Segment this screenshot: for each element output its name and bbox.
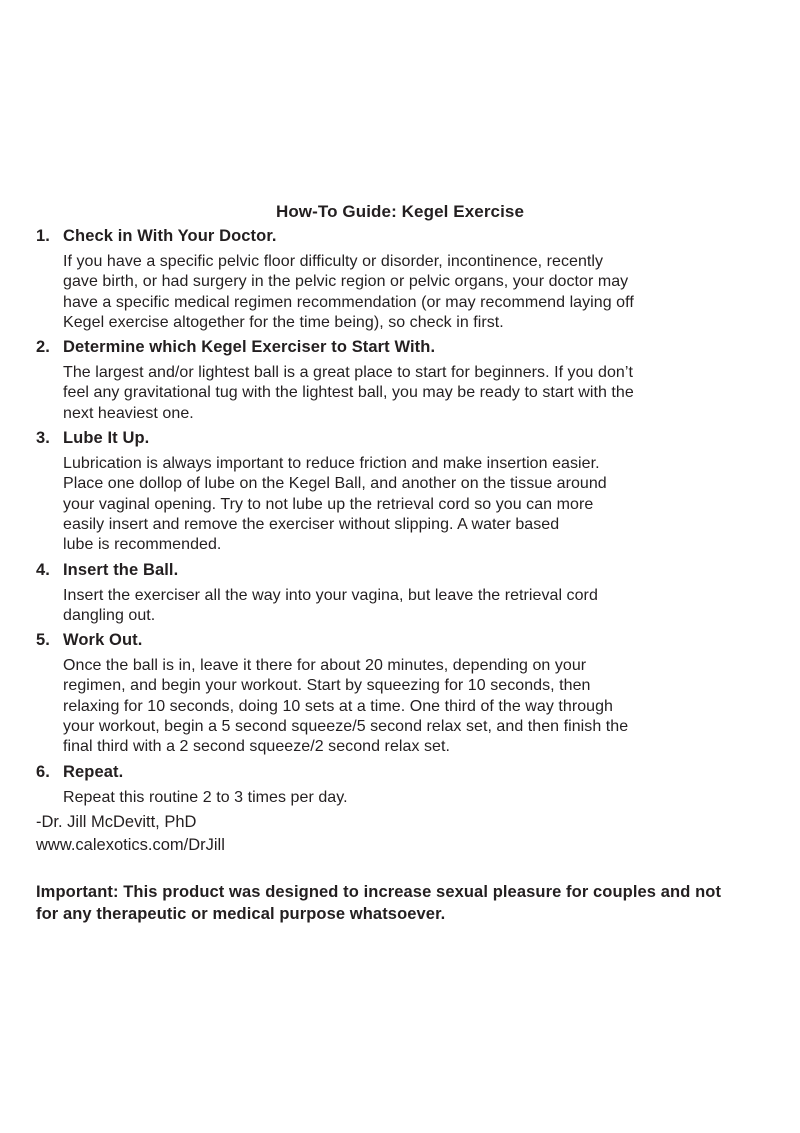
step-body-line: final third with a 2 second squeeze/2 second relax set. [63,738,450,756]
step-heading [36,630,750,650]
step-body-line: lube is recommended. [63,536,222,554]
step-body-line: Repeat this routine 2 to 3 times per day. [63,788,348,806]
author-block [36,811,750,857]
step-body [63,586,750,627]
step-body-line: Insert the exerciser all the way into your vagina, but leave the retrieval cord [63,586,598,604]
step-body-line: feel any gravitational tug with the lightest ball, you may be ready to start with the [63,384,634,402]
step-number: 3. [36,429,50,448]
step-body-line: Place one dollop of lube on the Kegel Ball, and another on the tissue around [63,475,607,493]
step-number: 1. [36,227,50,245]
page-title: How-To Guide: Kegel Exercise [275,202,525,221]
step-heading-text: Determine which Kegel Exerciser to Start With. [63,338,436,357]
guide-step [36,226,750,333]
step-heading [36,762,750,782]
step-body [63,363,750,424]
step-body-line: The largest and/or lightest ball is a great place to start for beginners. If you don’t [63,364,633,382]
step-number: 4. [36,560,50,579]
guide-step [36,762,750,808]
step-body-line: If you have a specific pelvic floor difficulty or disorder, incontinence, recently [63,253,604,270]
step-heading [36,337,750,357]
step-heading-text: Repeat. [63,762,124,781]
step-heading-text: Insert the Ball. [63,560,179,579]
disclaimer-line: for any therapeutic or medical purpose whatsoever. [36,904,446,923]
step-number: 5. [36,631,50,650]
guide-step [36,337,750,424]
step-heading-text: Lube It Up. [63,429,150,448]
step-body [63,656,750,757]
step-body [63,454,750,555]
step-number: 6. [36,762,50,781]
step-body-line: Lubrication is always important to reduce friction and make insertion easier. [63,455,600,473]
disclaimer [36,881,750,925]
step-body [63,788,750,808]
steps-list [36,226,750,808]
step-body-line: Kegel exercise altogether for the time being), so check in first. [63,313,504,331]
step-heading [36,226,750,246]
step-body-line: relaxing for 10 seconds, doing 10 sets at a time. One third of the way through [63,697,613,715]
step-body-line: dangling out. [63,606,156,624]
guide-step [36,428,750,555]
disclaimer-line: Important: This product was designed to increase sexual pleasure for couples and not [36,882,722,901]
step-body-line: Once the ball is in, leave it there for about 20 minutes, depending on your [63,657,587,675]
step-heading-text: Work Out. [63,631,143,650]
step-body-line: gave birth, or had surgery in the pelvic region or pelvic organs, your doctor may [63,273,629,291]
guide-step [36,560,750,627]
author-signature: -Dr. Jill McDevitt, PhD [36,812,197,831]
step-body-line: your vaginal opening. Try to not lube up the retrieval cord so you can more [63,495,594,513]
step-number: 2. [36,338,50,357]
step-heading-text: Check in With Your Doctor. [63,227,277,245]
step-body-line: next heaviest one. [63,404,194,422]
step-body-line: have a specific medical regimen recommendation (or may recommend laying off [63,293,634,311]
step-body-line: your workout, begin a 5 second squeeze/5 second relax set, and then finish the [63,718,629,736]
author-website: www.calexotics.com/DrJill [36,835,225,854]
step-body [63,252,750,333]
step-heading [36,428,750,448]
step-body-line: regimen, and begin your workout. Start by squeezing for 10 seconds, then [63,677,591,695]
guide-step [36,630,750,757]
step-heading [36,560,750,580]
step-body-line: easily insert and remove the exerciser without slipping. A water based [63,515,560,533]
